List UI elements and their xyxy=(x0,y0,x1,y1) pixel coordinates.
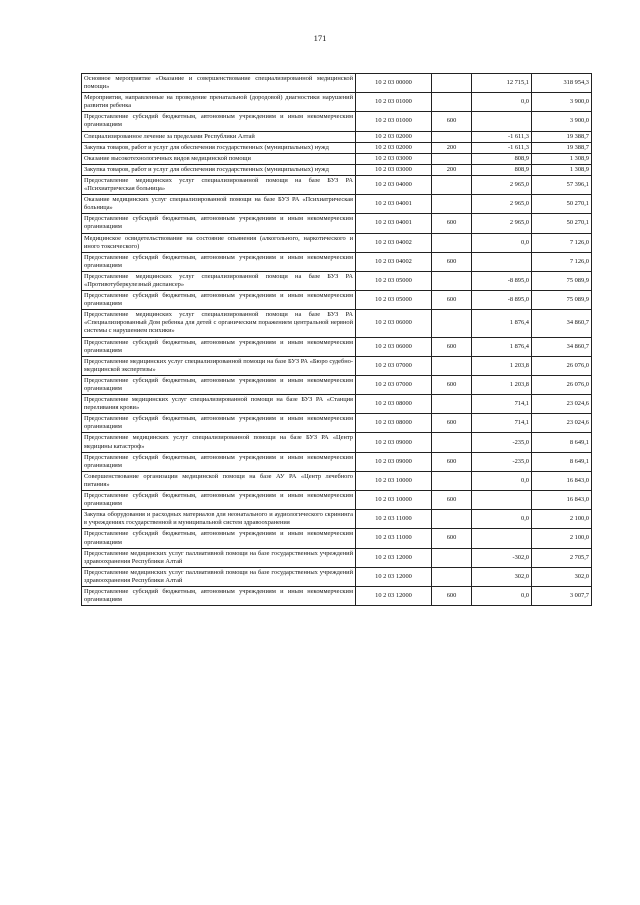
row-total-cell: 19 388,7 xyxy=(532,131,592,142)
row-total-cell: 23 024,6 xyxy=(532,395,592,414)
row-total-cell: 75 089,9 xyxy=(532,291,592,310)
row-vr-cell xyxy=(432,471,472,490)
row-change-cell: -8 895,0 xyxy=(472,291,532,310)
row-total-cell: 26 076,0 xyxy=(532,356,592,375)
row-change-cell: 2 965,0 xyxy=(472,214,532,233)
row-vr-cell xyxy=(432,433,472,452)
row-change-cell: -302,0 xyxy=(472,548,532,567)
row-code-cell: 10 2 03 05000 xyxy=(356,291,432,310)
row-change-cell: 2 965,0 xyxy=(472,175,532,194)
row-total-cell: 75 089,9 xyxy=(532,271,592,290)
table-row xyxy=(82,164,592,175)
row-total-cell: 50 270,1 xyxy=(532,195,592,214)
budget-table-body xyxy=(82,74,592,606)
table-row xyxy=(82,471,592,490)
row-total-cell: 1 308,9 xyxy=(532,153,592,164)
row-code-cell: 10 2 03 09000 xyxy=(356,452,432,471)
row-change-cell: 2 965,0 xyxy=(472,195,532,214)
row-name-cell: Предоставление медицинских услуг паллиативной помощи на базе государственных учреждений здравоохранения Республики Алтай xyxy=(82,567,356,586)
row-name-cell: Оказание медицинских услуг специализированной помощи на базе БУЗ РА «Психиатрическая больница» xyxy=(82,195,356,214)
row-change-cell xyxy=(472,112,532,131)
row-name-cell: Предоставление медицинских услуг специализированной помощи на базе БУЗ РА «Бюро судебно-медицинской экспертизы» xyxy=(82,356,356,375)
row-vr-cell xyxy=(432,510,472,529)
table-row xyxy=(82,414,592,433)
row-change-cell: 12 715,1 xyxy=(472,74,532,93)
row-code-cell: 10 2 03 04002 xyxy=(356,252,432,271)
row-name-cell: Предоставление субсидий бюджетным, автономным учреждениям и иным некоммерческим организациям xyxy=(82,252,356,271)
row-total-cell: 16 843,0 xyxy=(532,491,592,510)
row-name-cell: Закупка товаров, работ и услуг для обеспечения государственных (муниципальных) нужд xyxy=(82,164,356,175)
row-total-cell: 3 007,7 xyxy=(532,586,592,605)
row-code-cell: 10 2 03 05000 xyxy=(356,271,432,290)
row-code-cell: 10 2 03 02000 xyxy=(356,142,432,153)
table-row xyxy=(82,291,592,310)
row-name-cell: Основное мероприятие «Оказание и совершенствование специализированной медицинской помощи» xyxy=(82,74,356,93)
table-row xyxy=(82,433,592,452)
row-total-cell: 302,0 xyxy=(532,567,592,586)
row-name-cell: Предоставление медицинских услуг специализированной помощи на базе БУЗ РА «Противотуберкулезный диспансер» xyxy=(82,271,356,290)
row-name-cell: Предоставление медицинских услуг специализированной помощи на базе БУЗ РА «Психиатрическая больница» xyxy=(82,175,356,194)
table-row xyxy=(82,214,592,233)
row-name-cell: Предоставление субсидий бюджетным, автономным учреждениям и иным некоммерческим организациям xyxy=(82,375,356,394)
row-change-cell: -235,0 xyxy=(472,433,532,452)
row-code-cell: 10 2 03 11000 xyxy=(356,529,432,548)
row-total-cell: 3 900,0 xyxy=(532,93,592,112)
row-change-cell: -8 895,0 xyxy=(472,271,532,290)
row-vr-cell xyxy=(432,153,472,164)
table-row xyxy=(82,271,592,290)
row-vr-cell: 600 xyxy=(432,214,472,233)
row-vr-cell xyxy=(432,93,472,112)
row-vr-cell: 600 xyxy=(432,414,472,433)
row-change-cell: 0,0 xyxy=(472,233,532,252)
row-code-cell: 10 2 03 12000 xyxy=(356,586,432,605)
row-vr-cell xyxy=(432,233,472,252)
row-name-cell: Предоставление медицинских услуг специализированной помощи на базе БУЗ РА «Станция переливания крови» xyxy=(82,395,356,414)
row-name-cell: Предоставление субсидий бюджетным, автономным учреждениям и иным некоммерческим организациям xyxy=(82,414,356,433)
row-code-cell: 10 2 03 09000 xyxy=(356,433,432,452)
row-code-cell: 10 2 03 01000 xyxy=(356,93,432,112)
row-name-cell: Совершенствование организации медицинской помощи на базе АУ РА «Центр лечебного питания» xyxy=(82,471,356,490)
row-vr-cell xyxy=(432,567,472,586)
row-name-cell: Закупка оборудования и расходных материалов для неонатального и аудиологического скрининга в учреждениях государственной и муниципальной систем здравоохранения xyxy=(82,510,356,529)
row-code-cell: 10 2 03 04001 xyxy=(356,214,432,233)
row-change-cell: 0,0 xyxy=(472,510,532,529)
row-code-cell: 10 2 03 06000 xyxy=(356,337,432,356)
row-name-cell: Предоставление субсидий бюджетным, автономным учреждениям и иным некоммерческим организациям xyxy=(82,291,356,310)
row-name-cell: Оказание высокотехнологичных видов медицинской помощи xyxy=(82,153,356,164)
table-row xyxy=(82,337,592,356)
row-name-cell: Предоставление субсидий бюджетным, автономным учреждениям и иным некоммерческим организациям xyxy=(82,112,356,131)
row-vr-cell: 600 xyxy=(432,112,472,131)
row-code-cell: 10 2 03 04000 xyxy=(356,175,432,194)
row-code-cell: 10 2 03 03000 xyxy=(356,164,432,175)
row-change-cell: 0,0 xyxy=(472,93,532,112)
row-vr-cell xyxy=(432,175,472,194)
row-vr-cell xyxy=(432,271,472,290)
row-total-cell: 318 954,3 xyxy=(532,74,592,93)
row-code-cell: 10 2 03 03000 xyxy=(356,153,432,164)
row-total-cell: 26 076,0 xyxy=(532,375,592,394)
budget-table xyxy=(81,73,592,606)
table-row xyxy=(82,395,592,414)
row-code-cell: 10 2 03 08000 xyxy=(356,395,432,414)
table-row xyxy=(82,356,592,375)
row-name-cell: Специализированное лечение за пределами Республики Алтай xyxy=(82,131,356,142)
table-row xyxy=(82,567,592,586)
row-name-cell: Закупка товаров, работ и услуг для обеспечения государственных (муниципальных) нужд xyxy=(82,142,356,153)
row-vr-cell: 600 xyxy=(432,586,472,605)
row-change-cell: 1 876,4 xyxy=(472,337,532,356)
table-row xyxy=(82,153,592,164)
row-vr-cell xyxy=(432,131,472,142)
table-row xyxy=(82,195,592,214)
row-change-cell: -1 611,3 xyxy=(472,142,532,153)
row-name-cell: Мероприятия, направленные на проведение пренатальной (дородовой) диагностики нарушений развития ребенка xyxy=(82,93,356,112)
table-row xyxy=(82,233,592,252)
table-row xyxy=(82,529,592,548)
row-vr-cell: 600 xyxy=(432,529,472,548)
row-total-cell: 8 649,1 xyxy=(532,452,592,471)
page-number: 171 xyxy=(313,33,327,43)
table-row xyxy=(82,93,592,112)
row-code-cell: 10 2 03 07000 xyxy=(356,375,432,394)
row-total-cell: 57 396,1 xyxy=(532,175,592,194)
row-name-cell: Предоставление субсидий бюджетным, автономным учреждениям и иным некоммерческим организациям xyxy=(82,529,356,548)
row-change-cell: 714,1 xyxy=(472,395,532,414)
row-vr-cell: 600 xyxy=(432,491,472,510)
row-code-cell: 10 2 03 01000 xyxy=(356,112,432,131)
row-change-cell: 1 203,8 xyxy=(472,375,532,394)
row-vr-cell xyxy=(432,310,472,337)
table-row xyxy=(82,510,592,529)
row-vr-cell: 200 xyxy=(432,142,472,153)
row-total-cell: 7 126,0 xyxy=(532,233,592,252)
row-name-cell: Предоставление медицинских услуг специализированной помощи на базе БУЗ РА «Центр медицины катастроф» xyxy=(82,433,356,452)
table-row xyxy=(82,491,592,510)
row-change-cell xyxy=(472,491,532,510)
row-code-cell: 10 2 03 11000 xyxy=(356,510,432,529)
row-change-cell xyxy=(472,252,532,271)
row-total-cell: 2 705,7 xyxy=(532,548,592,567)
table-row xyxy=(82,112,592,131)
row-code-cell: 10 2 03 02000 xyxy=(356,131,432,142)
row-change-cell: 808,9 xyxy=(472,153,532,164)
row-name-cell: Предоставление субсидий бюджетным, автономным учреждениям и иным некоммерческим организациям xyxy=(82,452,356,471)
row-total-cell: 23 024,6 xyxy=(532,414,592,433)
row-vr-cell: 600 xyxy=(432,375,472,394)
row-total-cell: 34 860,7 xyxy=(532,337,592,356)
row-vr-cell: 600 xyxy=(432,337,472,356)
row-change-cell: -235,0 xyxy=(472,452,532,471)
row-vr-cell: 200 xyxy=(432,164,472,175)
table-row xyxy=(82,452,592,471)
row-change-cell xyxy=(472,529,532,548)
row-total-cell: 7 126,0 xyxy=(532,252,592,271)
row-code-cell: 10 2 03 10000 xyxy=(356,471,432,490)
row-name-cell: Предоставление медицинских услуг специализированной помощи на базе БУЗ РА «Специализированный Дом ребенка для детей с органическим поражением центральной нервной системы с нарушением психики» xyxy=(82,310,356,337)
row-code-cell: 10 2 03 10000 xyxy=(356,491,432,510)
row-code-cell: 10 2 03 06000 xyxy=(356,310,432,337)
row-total-cell: 2 100,0 xyxy=(532,510,592,529)
row-total-cell: 16 843,0 xyxy=(532,471,592,490)
row-vr-cell xyxy=(432,356,472,375)
row-name-cell: Предоставление субсидий бюджетным, автономным учреждениям и иным некоммерческим организациям xyxy=(82,214,356,233)
table-row xyxy=(82,131,592,142)
row-code-cell: 10 2 03 12000 xyxy=(356,548,432,567)
row-vr-cell: 600 xyxy=(432,252,472,271)
row-vr-cell: 600 xyxy=(432,291,472,310)
row-change-cell: 1 203,8 xyxy=(472,356,532,375)
table-row xyxy=(82,310,592,337)
row-total-cell: 19 388,7 xyxy=(532,142,592,153)
row-name-cell: Предоставление субсидий бюджетным, автономным учреждениям и иным некоммерческим организациям xyxy=(82,337,356,356)
row-change-cell: 1 876,4 xyxy=(472,310,532,337)
row-total-cell: 50 270,1 xyxy=(532,214,592,233)
row-total-cell: 2 100,0 xyxy=(532,529,592,548)
table-row xyxy=(82,142,592,153)
row-vr-cell xyxy=(432,74,472,93)
row-code-cell: 10 2 03 12000 xyxy=(356,567,432,586)
table-row xyxy=(82,375,592,394)
row-total-cell: 1 308,9 xyxy=(532,164,592,175)
row-name-cell: Медицинское освидетельствование на состояние опьянения (алкогольного, наркотического и иного токсического) xyxy=(82,233,356,252)
row-change-cell: -1 611,3 xyxy=(472,131,532,142)
table-row xyxy=(82,548,592,567)
row-vr-cell: 600 xyxy=(432,452,472,471)
row-change-cell: 714,1 xyxy=(472,414,532,433)
table-row xyxy=(82,74,592,93)
row-change-cell: 0,0 xyxy=(472,586,532,605)
row-name-cell: Предоставление медицинских услуг паллиативной помощи на базе государственных учреждений здравоохранения Республики Алтай xyxy=(82,548,356,567)
row-name-cell: Предоставление субсидий бюджетным, автономным учреждениям и иным некоммерческим организациям xyxy=(82,586,356,605)
row-code-cell: 10 2 03 00000 xyxy=(356,74,432,93)
table-row xyxy=(82,586,592,605)
row-total-cell: 3 900,0 xyxy=(532,112,592,131)
row-code-cell: 10 2 03 07000 xyxy=(356,356,432,375)
row-code-cell: 10 2 03 04002 xyxy=(356,233,432,252)
row-change-cell: 808,9 xyxy=(472,164,532,175)
row-name-cell: Предоставление субсидий бюджетным, автономным учреждениям и иным некоммерческим организациям xyxy=(82,491,356,510)
table-row xyxy=(82,175,592,194)
row-change-cell: 0,0 xyxy=(472,471,532,490)
row-code-cell: 10 2 03 04001 xyxy=(356,195,432,214)
row-total-cell: 8 649,1 xyxy=(532,433,592,452)
row-vr-cell xyxy=(432,195,472,214)
row-vr-cell xyxy=(432,395,472,414)
row-vr-cell xyxy=(432,548,472,567)
table-row xyxy=(82,252,592,271)
row-change-cell: 302,0 xyxy=(472,567,532,586)
row-code-cell: 10 2 03 08000 xyxy=(356,414,432,433)
row-total-cell: 34 860,7 xyxy=(532,310,592,337)
